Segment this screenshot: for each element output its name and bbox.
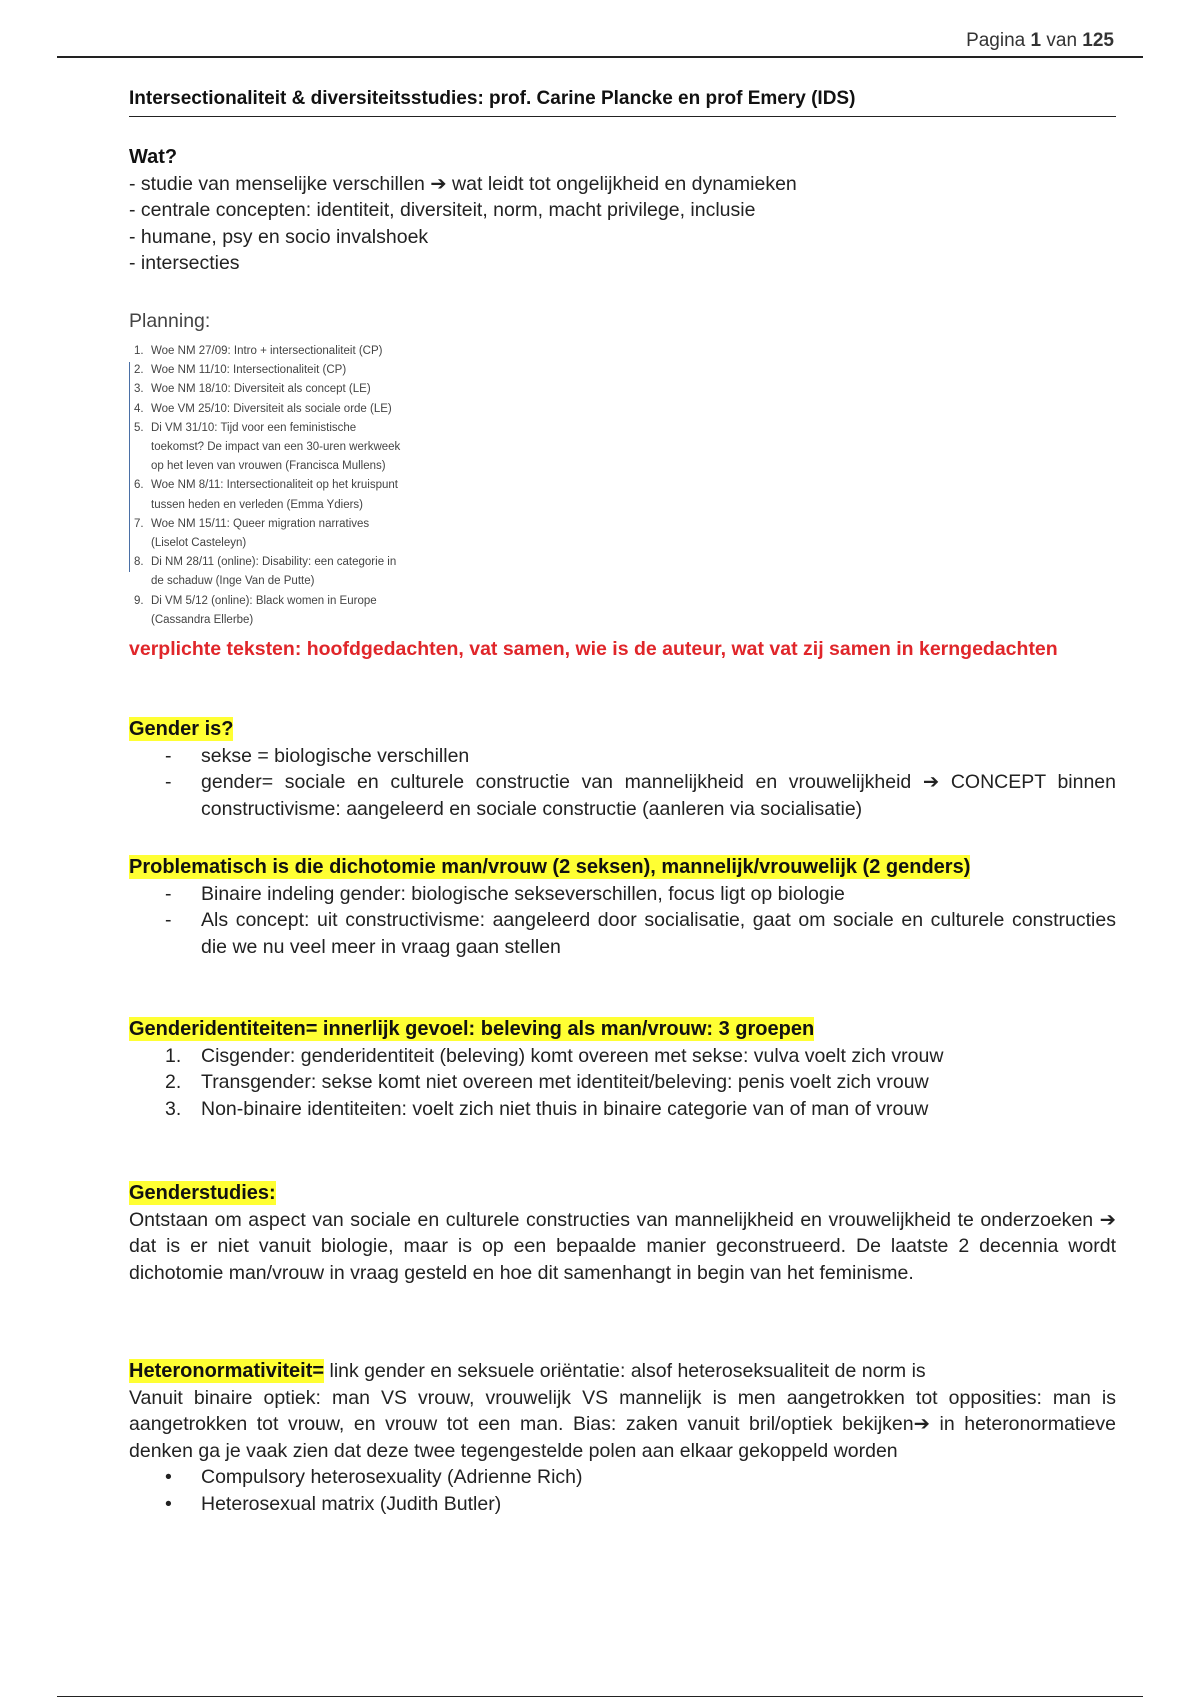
required-texts-note: verplichte teksten: hoofdgedachten, vat samen, wie is de auteur, wat vat zij samen in kerngedachten bbox=[129, 638, 1058, 660]
section-wat bbox=[129, 144, 1116, 277]
planning-item: 3. Woe NM 18/10: Diversiteit als concept (LE) bbox=[134, 383, 371, 396]
planning-list bbox=[129, 342, 459, 630]
section-genderidentiteiten bbox=[129, 1016, 1116, 1122]
list-item: 1. Cisgender: genderidentiteit (beleving) komt overeen met sekse: vulva voelt zich vrouw bbox=[165, 1044, 944, 1067]
section-heading: Heteronormativiteit= bbox=[129, 1360, 325, 1382]
list-item: - Als concept: uit constructivisme: aangeleerd door socialisatie, gaat om sociale en culturele constructies die we nu veel meer in vraag gaan stellen bbox=[165, 909, 1116, 958]
document-title: Intersectionaliteit & diversiteitsstudies: prof. Carine Plancke en prof Emery (IDS) bbox=[129, 88, 1116, 117]
section-heading: Genderidentiteiten= innerlijk gevoel: beleving als man/vrouw: 3 groepen bbox=[129, 1018, 815, 1040]
list-item: - gender= sociale en culturele constructie van mannelijkheid en vrouwelijkheid ➔ CONCEPT binnen constructivisme: aangeleerd en sociale constructie (aanleren via socialisatie) bbox=[165, 771, 1116, 820]
section-problematisch bbox=[129, 854, 1116, 960]
section-heading: Wat? bbox=[129, 146, 178, 168]
page-number: Pagina 1 van 125 bbox=[966, 30, 1114, 51]
list-item: • Compulsory heterosexuality (Adrienne Rich) bbox=[165, 1466, 583, 1488]
text-line: - centrale concepten: identiteit, diversiteit, norm, macht privilege, inclusie bbox=[129, 199, 756, 221]
planning-item: 5. Di VM 31/10: Tijd voor een feministische toekomst? De impact van een 30-uren werkweek op het leven van vrouwen (Francisca Mullens) bbox=[134, 421, 401, 473]
section-genderstudies bbox=[129, 1180, 1116, 1286]
paragraph: Ontstaan om aspect van sociale en culturele constructies van mannelijkheid en vrouwelijkheid te onderzoeken ➔ dat is er niet vanuit biologie, maar is op een bepaalde manier geconstrueerd. De laatste 2 decennia wordt dichotomie man/vrouw in vraag gesteld en hoe dit samenhangt in begin van het feminisme. bbox=[129, 1208, 1116, 1284]
text-line: - studie van menselijke verschillen ➔ wat leidt tot ongelijkheid en dynamieken bbox=[129, 172, 797, 195]
section-heteronormativiteit bbox=[129, 1358, 1116, 1517]
planning-item: 8. Di NM 28/11 (online): Disability: een categorie in de schaduw (Inge Van de Putte) bbox=[134, 556, 397, 588]
planning-item: 1. Woe NM 27/09: Intro + intersectionaliteit (CP) bbox=[134, 345, 383, 357]
planning-item: 7. Woe NM 15/11: Queer migration narratives (Liselot Casteleyn) bbox=[134, 517, 370, 550]
text-line: - humane, psy en socio invalshoek bbox=[129, 225, 429, 248]
list-item: 2. Transgender: sekse komt niet overeen met identiteit/beleving: penis voelt zich vrouw bbox=[165, 1071, 929, 1093]
section-heading: Problematisch is die dichotomie man/vrouw (2 seksen), mannelijk/vrouwelijk (2 genders) bbox=[129, 856, 971, 878]
list-item: - sekse = biologische verschillen bbox=[165, 744, 470, 767]
paragraph: Vanuit binaire optiek: man VS vrouw, vrouwelijk VS mannelijk is men aangetrokken tot opposities: man is aangetrokken tot vrouw, en vrouw tot een man. Bias: zaken vanuit bril/optiek bekijken➔ in heteronormatieve denken ga je vaak zien dat deze twee tegengestelde polen aan elkaar gekoppeld worden bbox=[129, 1386, 1116, 1462]
list-item: 3. Non-binaire identiteiten: voelt zich niet thuis in binaire categorie van of man of vrouw bbox=[165, 1097, 929, 1120]
list-item: - Binaire indeling gender: biologische sekseverschillen, focus ligt op biologie bbox=[165, 882, 845, 905]
footer-rule bbox=[57, 1696, 1143, 1697]
header-rule bbox=[57, 56, 1143, 58]
text-line: - intersecties bbox=[129, 252, 240, 274]
planning-label: Planning: bbox=[129, 310, 211, 332]
list-item: • Heterosexual matrix (Judith Butler) bbox=[165, 1492, 502, 1515]
planning-item: 2. Woe NM 11/10: Intersectionaliteit (CP) bbox=[134, 364, 347, 377]
section-gender bbox=[129, 716, 1116, 822]
heading-continuation: link gender en seksuele oriëntatie: alsof heteroseksualiteit de norm is bbox=[324, 1360, 926, 1382]
planning-item: 6. Woe NM 8/11: Intersectionaliteit op het kruispunt tussen heden en verleden (Emma Ydiers) bbox=[134, 479, 398, 511]
planning-item: 4. Woe VM 25/10: Diversiteit als sociale orde (LE) bbox=[134, 402, 392, 415]
section-heading: Genderstudies: bbox=[129, 1182, 276, 1204]
section-heading: Gender is? bbox=[129, 718, 234, 740]
planning-item: 9. Di VM 5/12 (online): Black women in Europe (Cassandra Ellerbe) bbox=[134, 594, 377, 626]
